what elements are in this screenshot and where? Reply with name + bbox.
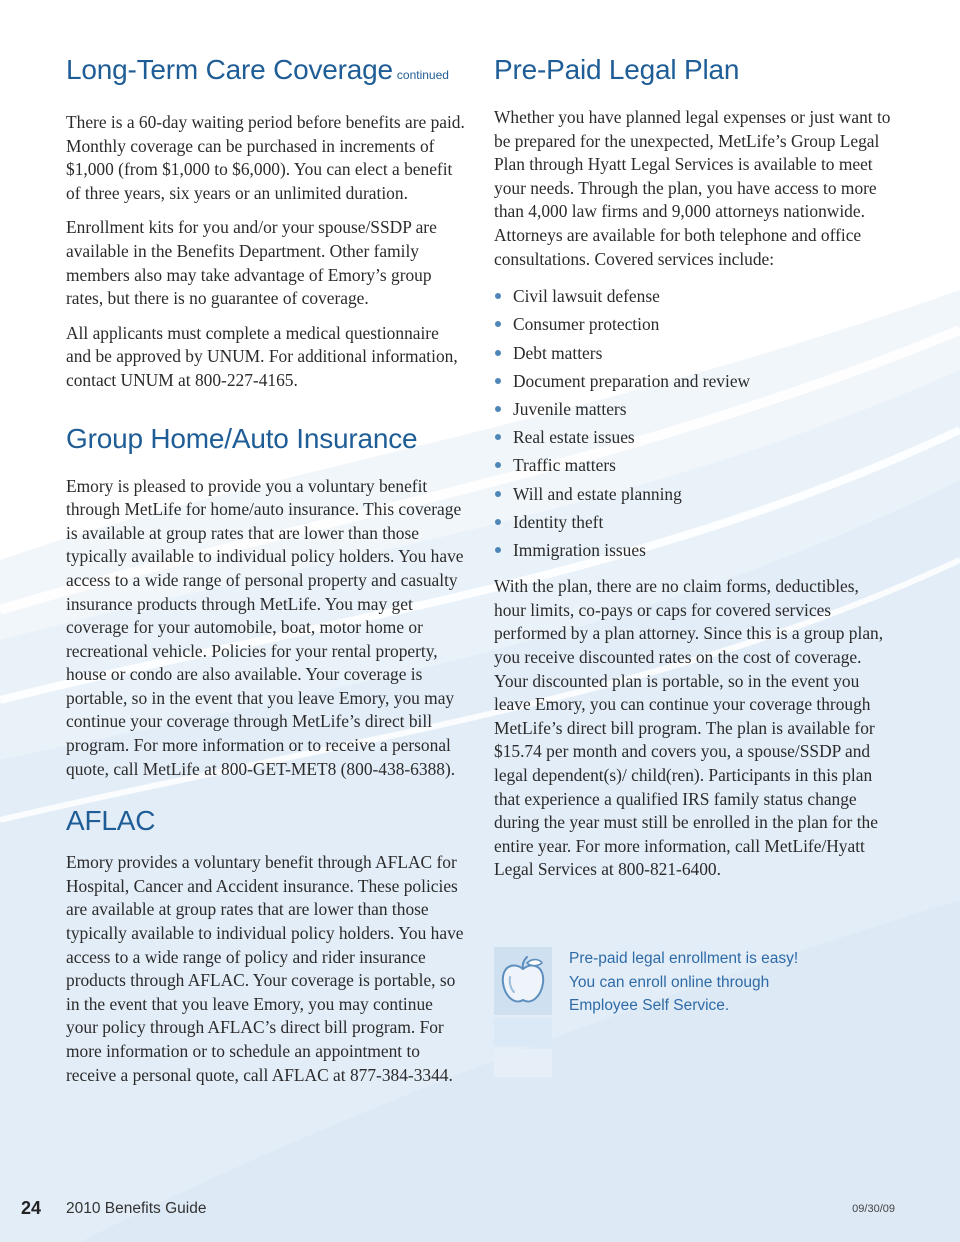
bullet-icon bbox=[495, 293, 501, 299]
list-item: Debt matters bbox=[494, 339, 894, 367]
bullet-icon bbox=[495, 519, 501, 525]
bullet-icon bbox=[495, 434, 501, 440]
aflac-heading: AFLAC bbox=[66, 805, 156, 837]
bullet-icon bbox=[495, 462, 501, 468]
covered-services-list bbox=[494, 282, 894, 564]
home-auto-paragraph: Emory is pleased to provide you a voluntary benefit through MetLife for home/auto insurance. This coverage is available at group rates that are lower than those typically available to individual policy holders. You have access to a wide range of personal property and casualty insurance products through MetLife. You may get coverage for your automobile, boat, motor home or recreational vehicle. Policies for your rental property, house or condo are also available. Your coverage is portable, so in the event that you leave Emory, you may continue your coverage through MetLife’s direct bill program. For more information or to receive a personal quote, call MetLife at 800-GET-MET8 (800-438-6388). bbox=[66, 475, 464, 779]
callout-text bbox=[569, 947, 889, 1018]
footer-date: 09/30/09 bbox=[852, 1203, 895, 1215]
apple-icon bbox=[499, 955, 547, 1007]
home-auto-heading: Group Home/Auto Insurance bbox=[66, 422, 418, 454]
ltc-title: Long-Term Care Coverage bbox=[66, 54, 393, 85]
list-item: Identity theft bbox=[494, 508, 894, 536]
ltc-heading bbox=[66, 50, 466, 95]
ltc-paragraph: There is a 60-day waiting period before benefits are paid. Monthly coverage can be purchased in increments of $1,000 (from $1,000 to $6,000). You can elect a benefit of three years, six years or an unlimited duration. bbox=[66, 112, 465, 203]
legal-intro: Whether you have planned legal expenses or just want to be prepared for the unexpected, MetLife’s Group Legal Plan through Hyatt Legal Services is available to meet your needs. Through the plan, you have access to more than 4,000 law firms and 9,000 attorneys nationwide. Attorneys are available for both telephone and office consultations. Covered services include: bbox=[494, 107, 891, 269]
bullet-icon bbox=[495, 321, 501, 327]
right-column bbox=[494, 50, 894, 893]
bullet-icon bbox=[495, 491, 501, 497]
ltc-paragraph: Enrollment kits for you and/or your spouse/SSDP are available in the Benefits Department. Other family members also may take advantage of Emory’s group rates, but there is no guarantee of coverage. bbox=[66, 217, 437, 309]
bullet-icon bbox=[495, 378, 501, 384]
bullet-icon bbox=[495, 350, 501, 356]
list-item: Immigration issues bbox=[494, 536, 894, 564]
left-column bbox=[66, 50, 466, 1098]
page-footer bbox=[0, 1198, 960, 1224]
callout-line: Pre-paid legal enrollment is easy! bbox=[569, 950, 799, 967]
list-item: Consumer protection bbox=[494, 310, 894, 338]
bullet-icon bbox=[495, 406, 501, 412]
list-item: Traffic matters bbox=[494, 451, 894, 479]
continued-label: continued bbox=[396, 68, 449, 82]
guide-title: 2010 Benefits Guide bbox=[66, 1200, 207, 1217]
callout-line: Employee Self Service. bbox=[569, 997, 730, 1014]
legal-heading: Pre-Paid Legal Plan bbox=[494, 54, 740, 85]
bullet-icon bbox=[495, 547, 501, 553]
callout-icon-strip bbox=[494, 947, 552, 1077]
legal-closing: With the plan, there are no claim forms, deductibles, hour limits, co-pays or caps for covered services performed by a plan attorney. Since this is a group plan, you receive discounted rates on the cost of coverage. Your discounted plan is portable, so in the event you leave Emory, you can continue your coverage through MetLife’s direct bill program. The plan is available for $15.74 per month and covers you, a spouse/SSDP and legal dependent(s)/ child(ren). Participants in this plan that experience a qualified IRS family status change during the year must still be enrolled in the plan for the entire year. For more information, call MetLife/Hyatt Legal Services at 800-821-6400. bbox=[494, 576, 884, 880]
aflac-paragraph: Emory provides a voluntary benefit through AFLAC for Hospital, Cancer and Accident insurance. These policies are available at group rates that are lower than those typically available to individual policy holders. You have access to a wide range of policy and rider insurance products through AFLAC. Your coverage is portable, so in the event that you leave Emory, you may continue your policy through AFLAC’s direct bill program. For more information or to schedule an appointment to receive a personal quote, call AFLAC at 877-384-3344. bbox=[66, 852, 464, 1085]
list-item: Juvenile matters bbox=[494, 395, 894, 423]
enrollment-callout bbox=[494, 947, 894, 1077]
list-item: Real estate issues bbox=[494, 423, 894, 451]
ltc-paragraph: All applicants must complete a medical questionnaire and be approved by UNUM. For additional information, contact UNUM at 800-227-4165. bbox=[66, 322, 458, 390]
list-item: Will and estate planning bbox=[494, 480, 894, 508]
page-number: 24 bbox=[21, 1198, 42, 1218]
callout-line: You can enroll online through bbox=[569, 973, 770, 991]
list-item: Document preparation and review bbox=[494, 367, 894, 395]
list-item: Civil lawsuit defense bbox=[494, 282, 894, 310]
